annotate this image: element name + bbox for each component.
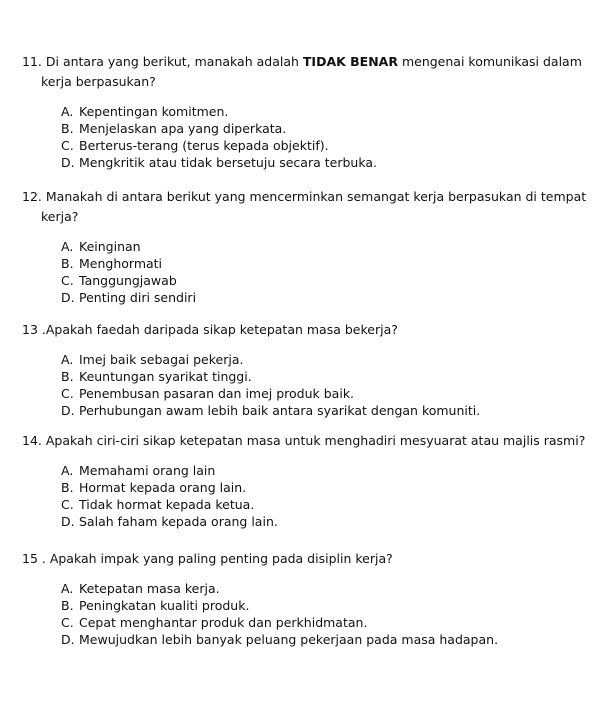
question-number: 14. xyxy=(22,433,42,448)
option-text: Penting diri sendiri xyxy=(79,290,197,305)
question-15 xyxy=(22,549,597,648)
option-c[interactable] xyxy=(61,385,597,402)
options-list xyxy=(22,351,597,419)
option-letter: C. xyxy=(61,615,74,630)
option-c[interactable] xyxy=(61,272,597,289)
option-letter: C. xyxy=(61,273,74,288)
option-text: Ketepatan masa kerja. xyxy=(79,581,220,596)
option-d[interactable] xyxy=(61,289,597,306)
options-list xyxy=(22,580,597,648)
option-letter: C. xyxy=(61,497,74,512)
option-text: Hormat kepada orang lain. xyxy=(79,480,247,495)
option-text: Kepentingan komitmen. xyxy=(79,104,229,119)
option-letter: A. xyxy=(61,239,74,254)
option-letter: D. xyxy=(61,290,75,305)
option-d[interactable] xyxy=(61,631,597,648)
option-text: Menghormati xyxy=(79,256,163,271)
question-text xyxy=(22,320,597,340)
options-list xyxy=(22,103,597,171)
question-number: 13 xyxy=(22,322,38,337)
question-number: 12. xyxy=(22,189,42,204)
option-c[interactable] xyxy=(61,137,597,154)
question-text xyxy=(22,431,597,451)
option-text: Penembusan pasaran dan imej produk baik. xyxy=(79,386,355,401)
option-letter: D. xyxy=(61,514,75,529)
option-letter: A. xyxy=(61,352,74,367)
option-text: Tidak hormat kepada ketua. xyxy=(79,497,255,512)
option-text: Berterus-terang (terus kepada objektif). xyxy=(79,138,329,153)
option-text: Tanggungjawab xyxy=(79,273,177,288)
option-text: Peningkatan kualiti produk. xyxy=(79,598,250,613)
question-stem: Apakah ciri-ciri sikap ketepatan masa untuk menghadiri mesyuarat atau majlis rasmi? xyxy=(45,433,586,448)
option-c[interactable] xyxy=(61,496,597,513)
question-14 xyxy=(22,431,597,530)
option-text: Memahami orang lain xyxy=(79,463,216,478)
option-letter: A. xyxy=(61,581,74,596)
option-d[interactable] xyxy=(61,402,597,419)
option-text: Keinginan xyxy=(79,239,141,254)
option-text: Perhubungan awam lebih baik antara syarikat dengan komuniti. xyxy=(79,403,481,418)
option-a[interactable] xyxy=(61,351,597,368)
option-letter: D. xyxy=(61,632,75,647)
option-text: Keuntungan syarikat tinggi. xyxy=(79,369,252,384)
question-text xyxy=(22,549,597,569)
question-11 xyxy=(22,52,597,171)
question-stem: . Apakah impak yang paling penting pada disiplin kerja? xyxy=(37,551,393,566)
option-a[interactable] xyxy=(61,238,597,255)
option-text: Cepat menghantar produk dan perkhidmatan. xyxy=(79,615,368,630)
option-text: Salah faham kepada orang lain. xyxy=(79,514,278,529)
question-number: 15 xyxy=(22,551,38,566)
option-letter: B. xyxy=(61,121,74,136)
question-13 xyxy=(22,320,597,419)
option-a[interactable] xyxy=(61,103,597,120)
option-text: Menjelaskan apa yang diperkata. xyxy=(79,121,287,136)
option-letter: D. xyxy=(61,155,75,170)
option-b[interactable] xyxy=(61,597,597,614)
question-stem: Di antara yang berikut, manakah adalah xyxy=(45,54,303,69)
question-12 xyxy=(22,187,597,306)
option-b[interactable] xyxy=(61,479,597,496)
option-letter: A. xyxy=(61,104,74,119)
question-stem-end: mengenai komunikasi dalam kerja berpasukan? xyxy=(41,54,582,89)
option-text: Mewujudkan lebih banyak peluang pekerjaan pada masa hadapan. xyxy=(79,632,499,647)
option-text: Imej baik sebagai pekerja. xyxy=(79,352,244,367)
option-letter: C. xyxy=(61,386,74,401)
option-a[interactable] xyxy=(61,580,597,597)
option-text: Mengkritik atau tidak bersetuju secara terbuka. xyxy=(79,155,377,170)
question-text xyxy=(22,52,597,92)
option-a[interactable] xyxy=(61,462,597,479)
option-letter: B. xyxy=(61,480,74,495)
options-list xyxy=(22,238,597,306)
option-b[interactable] xyxy=(61,120,597,137)
option-letter: B. xyxy=(61,256,74,271)
option-d[interactable] xyxy=(61,154,597,171)
question-stem: Manakah di antara berikut yang mencerminkan semangat kerja berpasukan di tempat kerja? xyxy=(41,189,587,224)
question-stem: .Apakah faedah daripada sikap ketepatan masa bekerja? xyxy=(37,322,398,337)
option-d[interactable] xyxy=(61,513,597,530)
option-letter: A. xyxy=(61,463,74,478)
option-letter: B. xyxy=(61,369,74,384)
option-b[interactable] xyxy=(61,368,597,385)
option-letter: C. xyxy=(61,138,74,153)
question-text xyxy=(22,187,597,227)
options-list xyxy=(22,462,597,530)
option-b[interactable] xyxy=(61,255,597,272)
question-number: 11. xyxy=(22,54,42,69)
question-emphasis: TIDAK BENAR xyxy=(302,54,398,69)
option-letter: D. xyxy=(61,403,75,418)
option-letter: B. xyxy=(61,598,74,613)
option-c[interactable] xyxy=(61,614,597,631)
